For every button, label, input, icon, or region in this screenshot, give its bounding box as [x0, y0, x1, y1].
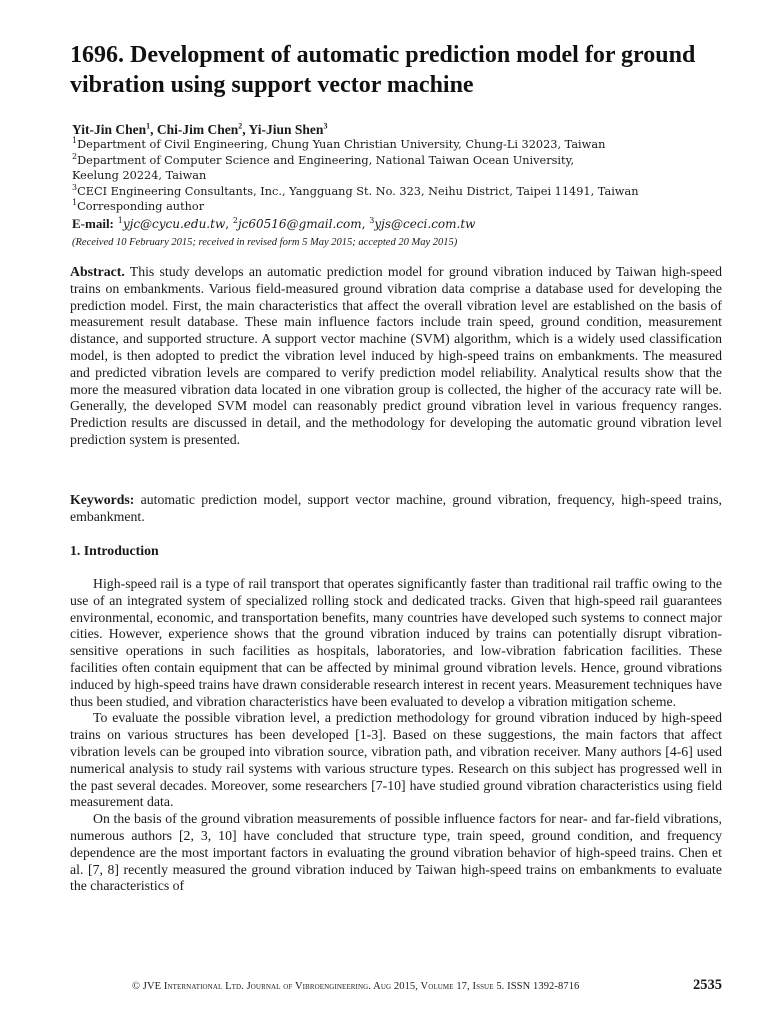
section-heading: 1. Introduction — [70, 543, 159, 558]
email-link[interactable]: yjs@ceci.com.tw — [374, 217, 476, 231]
affil-text: Corresponding author — [77, 200, 205, 214]
abstract-text: This study develops an automatic prediction model for ground vibration induced by Taiwan high-speed trains on embankments. Various field-measured ground vibration data comprise a database used for developing the prediction model. First, the main characteristics that affect the overall vibration level are established on the basis of measurement result database. These main influence factors include train speed, ground condition, measurement distance, and supported structure. A support vector machine (SVM) algorithm, which is a widely used classification model, is then adopted to predict the vibration level induced by high-speed trains on embankments. The measured and predicted vibration levels are compared to verify prediction model reliability. Analytical results show that the more the measured vibration data located in one vibration group is collected, the higher of the accuracy rate will be. Generally, the developed SVM model can reasonably predict ground vibration level in various frequency ranges. Prediction results are discussed in detail, and the methodology for developing the automatic ground vibration level prediction system is presented. — [70, 264, 722, 447]
author-separator: , — [242, 122, 249, 137]
paragraph: High-speed rail is a type of rail transport that operates significantly faster than traditional rail traffic owing to the use of an integrated system of specialized rolling stock and dedicated tracks. Given that high-speed rail guarantees environmental, economic, and transportation benefits, many countries have developed such systems to connect major cities. However, experience shows that the ground vibration induced by trains can potentially disrupt vibration-sensitive operations in such facilities as hospitals, laboratories, and low-vibration fabrication facilities. These facilities often contain equipment that can be affected by minimal ground vibration levels. Hence, ground vibrations induced by high-speed trains have drawn considerable research interest in recent years. Measurement techniques have thus been studied, and vibration characteristics have been evaluated to develop a vibration mitigation scheme. — [70, 576, 722, 709]
author-affil-mark: 3 — [323, 121, 328, 131]
abstract — [70, 264, 722, 449]
author-name: Yit-Jin Chen — [72, 122, 147, 137]
page-footer — [70, 977, 722, 997]
keywords-text: automatic prediction model, support vector machine, ground vibration, frequency, high-speed trains, embankment. — [70, 492, 722, 524]
affil-mark: 1 — [72, 136, 78, 146]
email-link[interactable]: yjc@cycu.edu.tw — [122, 217, 226, 231]
author-name: Yi-Jiun Shen — [248, 122, 324, 137]
affiliation-line — [72, 153, 712, 169]
affiliation-line — [72, 137, 712, 153]
author-affil-mark: 2 — [238, 121, 243, 131]
affiliation-line — [72, 168, 712, 184]
paragraph: On the basis of the ground vibration measurements of possible influence factors for near- and far-field vibrations, numerous authors [2, 3, 10] have concluded that structure type, train speed, ground condition, and frequency dependence are the most important factors in evaluating the ground vibration behavior of high-speed trains. Chen et al. [7, 8] recently measured the ground vibration induced by Taiwan high-speed trains on embankments to evaluate the characteristics of — [70, 811, 722, 894]
affil-mark: 2 — [72, 151, 78, 161]
affil-text: Department of Civil Engineering, Chung Yuan Christian University, Chung-Li 32023, Taiwan — [77, 138, 606, 151]
email-mark: 1 — [117, 216, 123, 225]
email-line — [72, 216, 475, 232]
author-list — [72, 121, 327, 138]
affiliation-line — [72, 184, 712, 200]
author-separator: , — [150, 122, 157, 137]
affil-mark: 3 — [72, 183, 78, 193]
affiliation-list — [72, 137, 712, 215]
email-separator: , — [225, 217, 233, 231]
email-link[interactable]: jc60516@gmail.com — [237, 217, 362, 231]
abstract-label: Abstract. — [70, 264, 125, 279]
corresponding-author-note — [72, 199, 712, 215]
affil-text: Department of Computer Science and Engineering, National Taiwan Ocean University, — [77, 153, 575, 167]
email-mark: 3 — [369, 216, 375, 225]
introduction-body — [70, 576, 722, 895]
author-name: Chi-Jim Chen — [156, 122, 239, 137]
received-dates: (Received 10 February 2015; received in revised form 5 May 2015; accepted 20 May 2015) — [72, 237, 458, 248]
paragraph: To evaluate the possible vibration level, a prediction methodology for ground vibration induced by high-speed trains on various structures has been developed [1-3]. Based on these suggestions, the main factors that affect vibration levels can be grouped into vibration source, vibration path, and vibration receiver. Many authors [4-6] used numerical analysis to study rail systems with various structure types. Research on this subject has progressed well in the past several decades. Moreover, some researchers [7-10] have studied ground vibration characteristics using field measurement data. — [70, 710, 722, 810]
affil-text: CECI Engineering Consultants, Inc., Yangguang St. No. 323, Neihu District, Taipei 11491, Taiwan — [77, 184, 639, 198]
affil-mark: 1 — [72, 198, 78, 208]
author-affil-mark: 1 — [146, 121, 151, 131]
journal-footer: © JVE International Ltd. Journal of Vibroengineering. Aug 2015, Volume 17, Issue 5. ISSN 1392-8716 — [132, 981, 580, 992]
email-label: E-mail: — [72, 216, 114, 231]
keywords-label: Keywords: — [70, 492, 135, 507]
keywords — [70, 492, 722, 526]
email-separator: , — [361, 217, 370, 231]
email-mark: 2 — [232, 216, 238, 225]
affil-text: Keelung 20224, Taiwan — [72, 169, 207, 183]
paper-title: 1696. Development of automatic prediction model for ground vibration using support vector machine — [70, 42, 696, 98]
page-number: 2535 — [693, 977, 722, 993]
